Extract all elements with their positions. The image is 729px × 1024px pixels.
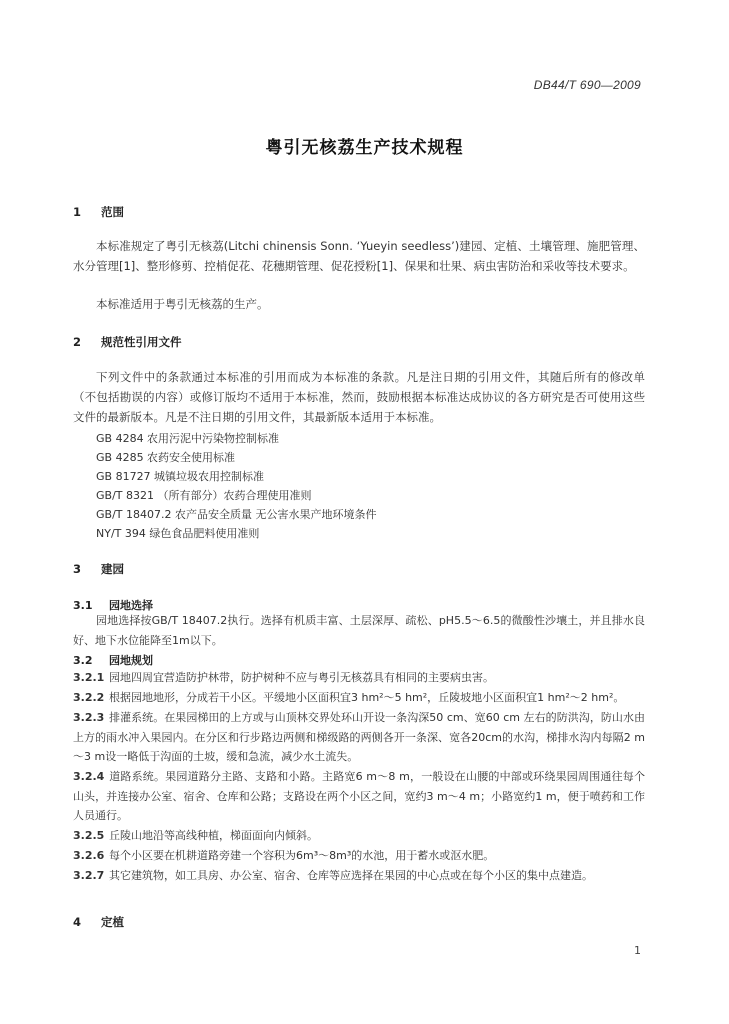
clause-3-2-5: 3.2.5 丘陵山地沿等高线种植，梯面面向内倾斜。	[73, 829, 318, 842]
subsection-heading-site-selection: 3.1 园地选择	[73, 599, 153, 612]
document-title: 粤引无核荔生产技术规程	[265, 138, 464, 158]
section-heading-planting	[73, 914, 124, 930]
subsection-heading-orchard-planning: 3.2 园地规划	[73, 654, 153, 667]
section-heading-scope	[73, 204, 124, 220]
reference-item: NY/T 394 绿色食品肥料使用准则	[96, 527, 260, 540]
clause-3-2-6: 3.2.6 每个小区要在机耕道路旁建一个容积为6m³～8m³的水池，用于蓄水或沤水肥。	[73, 849, 495, 862]
clause-3-2-7: 3.2.7 其它建筑物，如工具房、办公室、宿舍、仓库等应选择在果园的中心点或在每个小区的集中点建造。	[73, 869, 593, 882]
site-selection-paragraph: 园地选择按GB/T 18407.2执行。选择有机质丰富、土层深厚、疏松、pH5.5～6.5的微酸性沙壤土，并且排水良好、地下水位能降至1m以下。	[73, 614, 645, 647]
section-title: 建园	[101, 562, 124, 576]
scope-paragraph-2: 本标准适用于粤引无核荔的生产。	[96, 297, 269, 311]
page-number: 1	[634, 944, 641, 957]
section-number: 3	[73, 562, 82, 576]
section-number: 4	[73, 915, 82, 929]
clause-3-2-4: 3.2.4 道路系统。果园道路分主路、支路和小路。主路宽6 m～8 m，一般设在山腰的中部或环绕果园周围通往每个山头，并连接办公室、宿舍、仓库和公路；支路设在两个小区之间，宽约3 m～4 m；小路宽约1 m，便于喷药和工作人员通行。	[73, 770, 645, 822]
clause-3-2-2: 3.2.2 根据园地地形，分成若干小区。平缓地小区面积宜3 hm²～5 hm²，丘陵坡地小区面积宜1 hm²～2 hm²。	[73, 691, 625, 704]
section-title: 定植	[101, 915, 124, 929]
section-title: 范围	[101, 205, 124, 219]
clause-3-2-3: 3.2.3 排灌系统。在果园梯田的上方或与山顶林交界处环山开设一条沟深50 cm、宽60 cm 左右的防洪沟，防山水由上方的雨水冲入果园内。在分区和行步路边两侧和梯级路的两侧各开一条深、宽各20cm的水沟，梯排水沟内每隔2 m～3 m设一略低于沟面的土坡，缓和急流，减少水土流失。	[73, 711, 645, 763]
reference-item: GB/T 8321 （所有部分）农药合理使用准则	[96, 489, 312, 502]
section-number: 1	[73, 205, 82, 219]
references-intro: 下列文件中的条款通过本标准的引用而成为本标准的条款。凡是注日期的引用文件，其随后所有的修改单（不包括勘误的内容）或修订版均不适用于本标准，然而，鼓励根据本标准达成协议的各方研究是否可使用这些文件的最新版本。凡是不注日期的引用文件，其最新版本适用于本标准。	[73, 370, 645, 424]
section-heading-orchard-establishment	[73, 561, 124, 577]
standard-code: DB44/T 690—2009	[533, 78, 641, 92]
scope-paragraph-1: 本标准规定了粤引无核荔(Litchi chinensis Sonn. ‘Yueyin seedless’)建园、定植、土壤管理、施肥管理、水分管理[1]、整形修剪、控梢促花、花穗期管理、促花授粉[1]、保果和壮果、病虫害防治和采收等技术要求。	[73, 239, 645, 273]
reference-item: GB 4284 农用污泥中污染物控制标准	[96, 432, 280, 445]
reference-item: GB 4285 农药安全使用标准	[96, 451, 236, 464]
clause-3-2-1: 3.2.1 园地四周宜营造防护林带，防护树种不应与粤引无核荔具有相同的主要病虫害。	[73, 671, 494, 684]
section-title: 规范性引用文件	[101, 335, 182, 349]
reference-item: GB 81727 城镇垃圾农用控制标准	[96, 470, 265, 483]
reference-item: GB/T 18407.2 农产品安全质量 无公害水果产地环境条件	[96, 508, 377, 521]
section-number: 2	[73, 335, 82, 349]
section-heading-normative-references	[73, 334, 182, 350]
